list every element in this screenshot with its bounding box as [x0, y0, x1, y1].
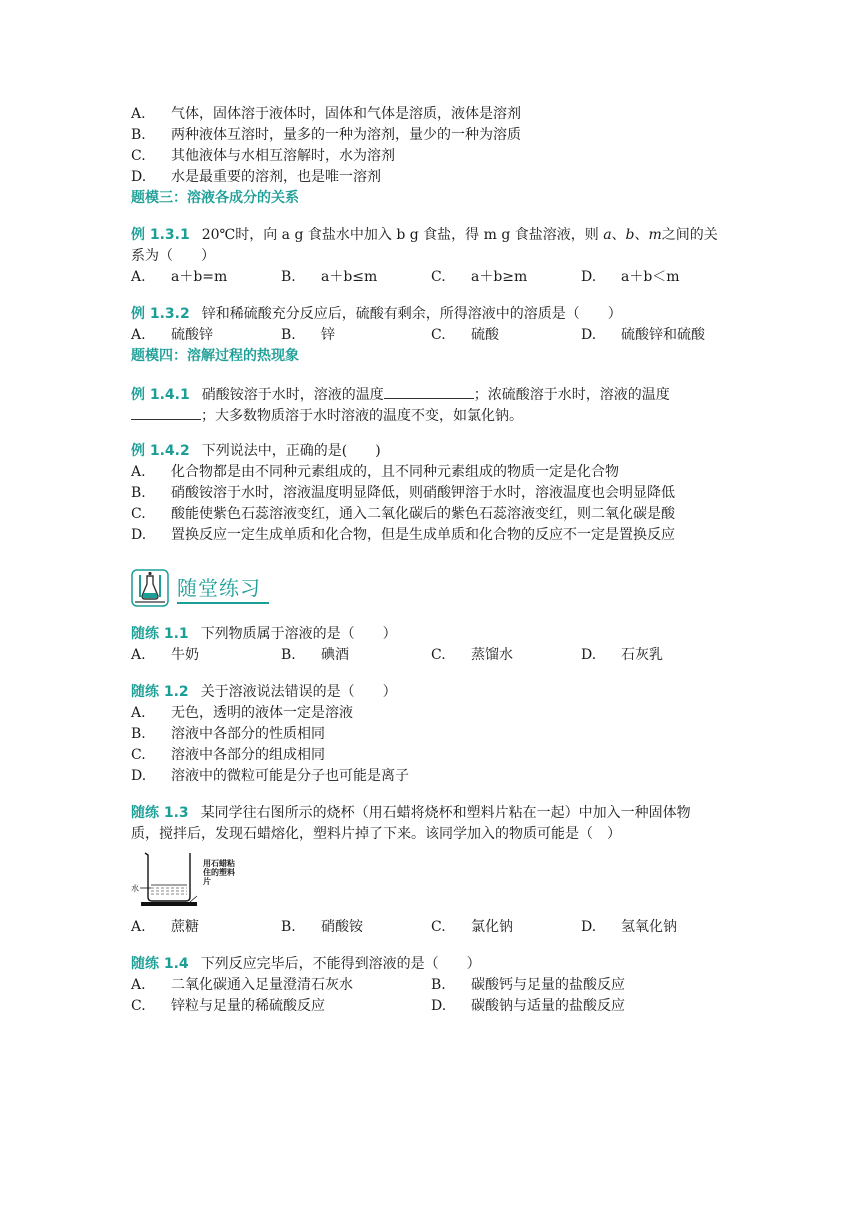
example-1-3-1-stem [131, 225, 731, 246]
option-b [431, 975, 731, 996]
option-text: 氯化钠 [471, 919, 513, 935]
option-text: a＋b≥m [471, 269, 528, 285]
option-c [131, 745, 731, 766]
option-label: C. [131, 747, 146, 763]
practice-1-3-options [131, 917, 731, 938]
option-text: 石灰乳 [621, 647, 663, 663]
question-id: 随练 1.2 [131, 684, 189, 700]
option-label: A. [131, 106, 146, 122]
variable-a: a [603, 227, 612, 243]
option-text: a＋b≤m [321, 269, 378, 285]
option-a [131, 267, 281, 288]
option-d [581, 917, 731, 938]
stem-text: 锌和稀硫酸充分反应后，硫酸有剩余，所得溶液中的溶质是（ ） [201, 306, 622, 322]
option-a [131, 645, 281, 666]
option-label: C. [431, 919, 446, 935]
stem-text: 某同学往右图所示的烧杯（用石蜡将烧杯和塑料片粘在一起）中加入一种固体物 [200, 805, 691, 821]
option-text: 两种液体互溶时，量多的一种为溶剂，量少的一种为溶质 [171, 127, 521, 143]
practice-1-4-stem [131, 954, 731, 975]
option-c [131, 996, 431, 1017]
stem-text: 之间的关 [661, 227, 718, 243]
option-b [281, 267, 431, 288]
stem-text: 硝酸铵溶于水时，溶液的温度 [201, 387, 384, 403]
option-label: D. [581, 647, 597, 663]
option-label: A. [131, 269, 146, 285]
practice-1-4-options-row2 [131, 996, 731, 1017]
option-a [131, 104, 731, 125]
option-text: 牛奶 [171, 647, 199, 663]
question-id: 随练 1.3 [131, 805, 189, 821]
option-text: 蒸馏水 [471, 647, 513, 663]
variable-b: b [625, 227, 635, 243]
practice-1-4-options-row1 [131, 975, 731, 996]
option-b [281, 645, 431, 666]
option-label: C. [131, 148, 146, 164]
option-text: 蔗糖 [171, 919, 199, 935]
option-text: 溶液中各部分的性质相同 [171, 726, 325, 742]
option-label: D. [131, 768, 147, 784]
option-label: D. [131, 169, 147, 185]
section-title [131, 566, 731, 610]
option-text: 二氧化碳通入足量澄清石灰水 [171, 977, 353, 993]
option-c [431, 267, 581, 288]
option-a [131, 975, 431, 996]
option-label: B. [281, 269, 296, 285]
stem-text: 20℃时，向 a g 食盐水中加入 b g 食盐，得 m g 食盐溶液，则 [201, 227, 604, 243]
option-text: 酸能使紫色石蕊溶液变红，通入二氧化碳后的紫色石蕊溶液变红，则二氧化碳是酸 [171, 506, 675, 522]
option-d [581, 325, 731, 346]
option-a [131, 703, 731, 724]
figure-note: 用石蜡粘住的塑料片 [203, 859, 235, 886]
stem-text: 下列物质属于溶液的是（ ） [200, 626, 397, 642]
option-label: B. [281, 647, 296, 663]
beaker-illustration [131, 849, 201, 911]
option-text: 碳酸钙与足量的盐酸反应 [471, 977, 625, 993]
option-label: B. [281, 919, 296, 935]
example-1-4-2-stem [131, 441, 731, 462]
option-text: 锌粒与足量的稀硫酸反应 [171, 998, 325, 1014]
option-c [431, 917, 581, 938]
separator: 、 [634, 227, 649, 243]
question-id: 例 1.3.2 [131, 306, 190, 322]
option-label: C. [431, 647, 446, 663]
example-1-3-2-options [131, 325, 731, 346]
option-b [131, 125, 731, 146]
document-page [131, 104, 731, 1017]
option-text: 硝酸铵溶于水时，溶液温度明显降低，则硝酸钾溶于水时，溶液温度也会明显降低 [171, 485, 675, 501]
example-1-4-1-stem-cont [131, 404, 731, 425]
option-d [131, 167, 731, 188]
option-d [131, 766, 731, 787]
option-text: 溶液中各部分的组成相同 [171, 747, 325, 763]
separator: 、 [611, 227, 626, 243]
option-text: 碳酸钠与适量的盐酸反应 [471, 998, 625, 1014]
option-b [131, 724, 731, 745]
option-label: B. [131, 485, 146, 501]
option-label: B. [131, 127, 146, 143]
practice-1-3-stem [131, 803, 731, 824]
option-c [131, 146, 731, 167]
option-text: 溶液中的微粒可能是分子也可能是离子 [171, 768, 409, 784]
option-label: D. [581, 327, 597, 343]
option-a [131, 462, 731, 483]
stem-text: 下列反应完毕后，不能得到溶液的是（ ） [200, 956, 481, 972]
option-label: B. [131, 726, 146, 742]
practice-1-2-stem [131, 682, 731, 703]
stem-text: 下列说法中，正确的是( ) [201, 443, 381, 459]
option-d [131, 525, 731, 546]
option-b [131, 483, 731, 504]
option-a [131, 917, 281, 938]
option-d [581, 645, 731, 666]
water-label: 水 [131, 884, 139, 893]
option-label: D. [431, 998, 447, 1014]
answer-blank[interactable] [384, 383, 474, 399]
option-label: A. [131, 705, 146, 721]
option-text: 水是最重要的溶剂，也是唯一溶剂 [171, 169, 381, 185]
question-id: 随练 1.1 [131, 626, 189, 642]
option-text: 化合物都是由不同种元素组成的，且不同种元素组成的物质一定是化合物 [171, 464, 619, 480]
example-1-3-2-stem [131, 304, 731, 325]
option-label: A. [131, 327, 146, 343]
option-text: 无色，透明的液体一定是溶液 [171, 705, 353, 721]
option-label: B. [431, 977, 446, 993]
heading-topic-3: 题模三：溶液各成分的关系 [131, 190, 299, 206]
question-id: 例 1.3.1 [131, 227, 190, 243]
option-c [131, 504, 731, 525]
answer-blank[interactable] [131, 404, 201, 420]
option-label: C. [431, 327, 446, 343]
stem-text: ；浓硫酸溶于水时，溶液的温度 [473, 387, 670, 403]
option-a [131, 325, 281, 346]
option-text: 锌 [321, 327, 335, 343]
option-d [431, 996, 731, 1017]
option-text: 氢氧化钠 [621, 919, 677, 935]
heading-topic-4: 题模四：溶解过程的热现象 [131, 348, 299, 364]
stem-text: 关于溶液说法错误的是（ ） [200, 684, 397, 700]
option-text: 硫酸 [471, 327, 499, 343]
practice-1-3-stem-cont: 质，搅拌后，发现石蜡熔化，塑料片掉了下来。该同学加入的物质可能是（ ） [131, 826, 621, 842]
option-label: B. [281, 327, 296, 343]
example-1-3-1-stem-cont: 系为（ ） [131, 248, 215, 264]
option-label: D. [131, 527, 147, 543]
option-b [281, 917, 431, 938]
option-label: C. [131, 506, 146, 522]
option-text: 碘酒 [321, 647, 349, 663]
option-text: 硫酸锌 [171, 327, 213, 343]
option-label: A. [131, 464, 146, 480]
beaker-figure [131, 849, 731, 913]
question-id: 随练 1.4 [131, 956, 189, 972]
option-text: 置换反应一定生成单质和化合物，但是生成单质和化合物的反应不一定是置换反应 [171, 527, 675, 543]
option-c [431, 325, 581, 346]
option-label: D. [581, 919, 597, 935]
practice-1-1-options [131, 645, 731, 666]
variable-m: m [648, 227, 662, 243]
practice-1-1-stem [131, 624, 731, 645]
option-text: a＋b=m [171, 269, 228, 285]
option-label: C. [431, 269, 446, 285]
option-text: 硝酸铵 [321, 919, 363, 935]
option-d [581, 267, 731, 288]
section-title-text: 随堂练习 [177, 572, 269, 604]
option-label: A. [131, 919, 146, 935]
option-label: D. [581, 269, 597, 285]
lab-flask-icon [131, 569, 169, 607]
stem-text: ；大多数物质溶于水时溶液的温度不变，如氯化钠。 [201, 408, 523, 424]
option-label: A. [131, 977, 146, 993]
example-1-3-1-options [131, 267, 731, 288]
option-text: 其他液体与水相互溶解时，水为溶剂 [171, 148, 395, 164]
option-text: 气体，固体溶于液体时，固体和气体是溶质，液体是溶剂 [171, 106, 521, 122]
question-id: 例 1.4.1 [131, 387, 190, 403]
option-b [281, 325, 431, 346]
example-1-4-1-stem [131, 383, 731, 404]
option-text: 硫酸锌和硫酸 [621, 327, 705, 343]
question-id: 例 1.4.2 [131, 443, 190, 459]
option-label: C. [131, 998, 146, 1014]
option-label: A. [131, 647, 146, 663]
option-c [431, 645, 581, 666]
option-text: a＋b＜m [621, 269, 680, 285]
